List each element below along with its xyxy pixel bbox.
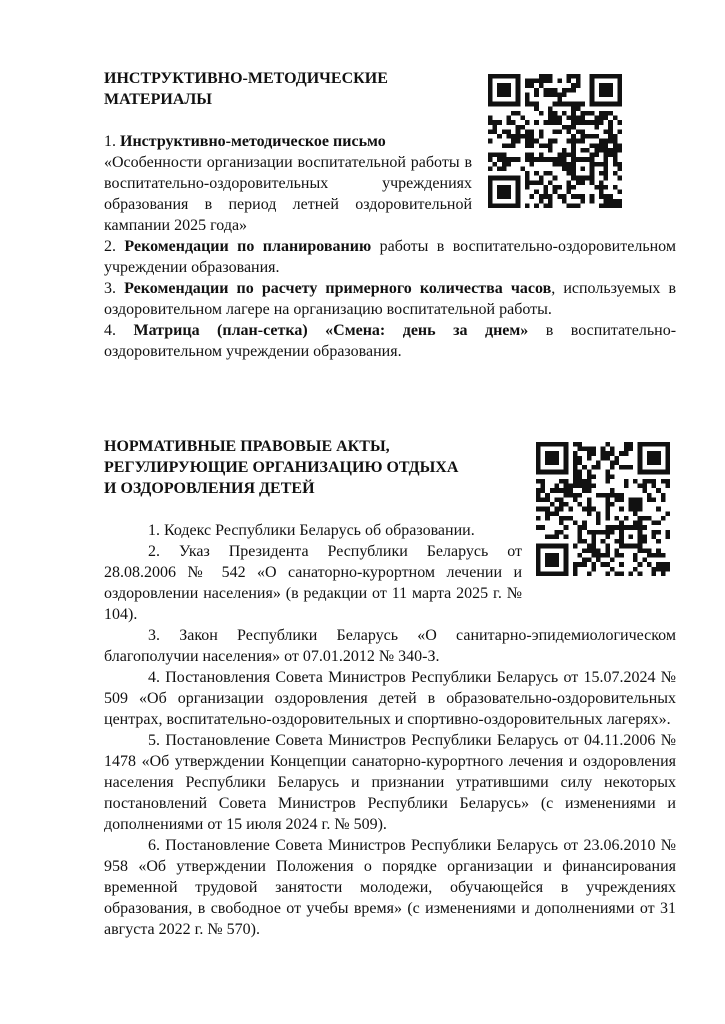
normative-acts-section xyxy=(104,436,676,940)
section-heading: НОРМАТИВНЫЕ ПРАВОВЫЕ АКТЫ, РЕГУЛИРУЮЩИЕ ОРГАНИЗАЦИЮ ОТДЫХА И ОЗДОРОВЛЕНИЯ ДЕТЕЙ xyxy=(104,438,459,497)
list-item: 6. Постановление Совета Министров Республики Беларусь от 23.06.2010 № 958 «Об утверждении Положения о порядке организации и финансирования временной трудовой занятости молодежи, обучающейся в учреждениях образования, в свободное от учебы время» (с изменениями и дополнениями от 31 августа 2022 г. № 570). xyxy=(104,837,676,938)
list-item: 3. Рекомендации по расчету примерного количества часов, используемых в оздоровительном лагере на организацию воспитательной работы. xyxy=(104,280,677,318)
list-item: 2. Рекомендации по планированию работы в воспитательно-оздоровительном учреждении образования. xyxy=(104,238,676,276)
list-item: 4. Матрица (план-сетка) «Смена: день за днем» в воспитательно-оздоровительном учреждении образования. xyxy=(104,322,677,360)
instructive-materials-section xyxy=(104,68,676,362)
list-item: 2. Указ Президента Республики Беларусь от 28.08.2006 № 542 «О санаторно-курортном лечении и оздоровлении населения» (в редакции от 11 марта 2025 г. № 104). xyxy=(104,543,522,623)
list-item: 1. Кодекс Республики Беларусь об образовании. xyxy=(148,522,475,539)
list-item: 4. Постановления Совета Министров Республики Беларусь от 15.07.2024 № 509 «Об организации оздоровления детей в образовательно-оздоровительных центрах, воспитательно-оздоровительных и спортивно-оздоровительных лагерях». xyxy=(104,669,676,728)
list-item: 1. Инструктивно-методическое письмо «Особенности организации воспитательной работы в воспитательно-оздоровительных учреждениях образования в период летней оздоровительной кампании 2025 года» xyxy=(104,133,472,234)
list-item: 3. Закон Республики Беларусь «О санитарно-эпидемиологическом благополучии населения» от 07.01.2012 № 340-З. xyxy=(104,627,676,665)
list-item: 5. Постановление Совета Министров Республики Беларусь от 04.11.2006 № 1478 «Об утверждении Концепции санаторно-курортного лечения и оздоровления населения Республики Беларусь и признании утратившими силу некоторых постановлений Совета Министров Республики Беларусь» (с изменениями и дополнениями от 15 июля 2024 г. № 509). xyxy=(104,732,676,833)
section-heading: ИНСТРУКТИВНО-МЕТОДИЧЕСКИЕ МАТЕРИАЛЫ xyxy=(104,70,388,108)
